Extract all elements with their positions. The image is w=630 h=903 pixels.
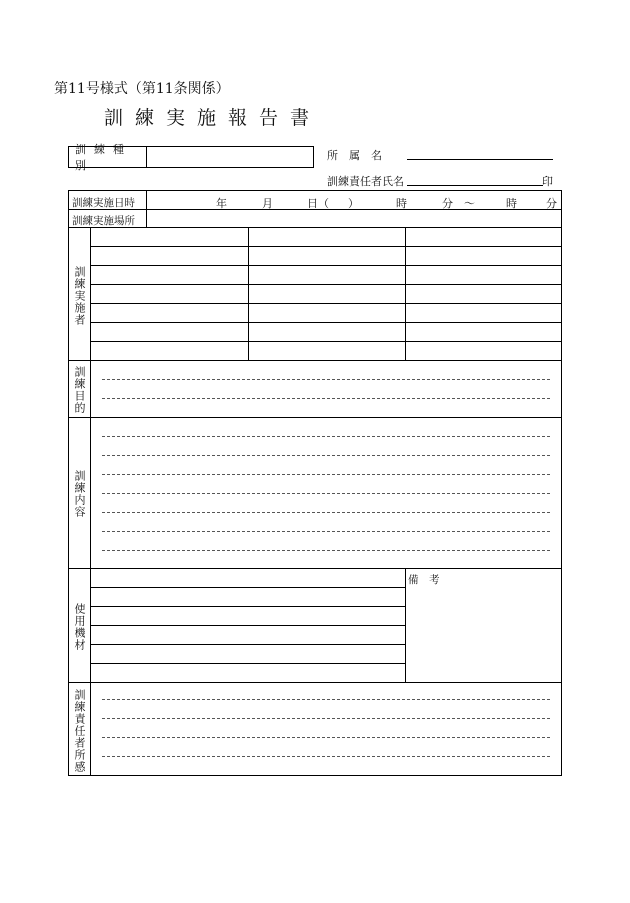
remarks-label: 備 考 bbox=[408, 574, 440, 586]
time-range-separator: 〜 bbox=[464, 197, 475, 210]
affiliation-field[interactable] bbox=[407, 159, 553, 160]
date-year-unit: 年 bbox=[216, 197, 227, 210]
date-day-unit: 日（ bbox=[307, 197, 329, 210]
affiliation-label: 所 属 名 bbox=[327, 149, 382, 162]
date-time-label: 訓練実施日時 bbox=[72, 197, 135, 209]
equipment-label: 使用機材 bbox=[73, 603, 86, 651]
seal-mark: 印 bbox=[542, 175, 553, 188]
report-table bbox=[68, 190, 562, 776]
training-kind-field[interactable] bbox=[148, 147, 313, 167]
opinion-label: 訓練責任者所感 bbox=[73, 689, 86, 773]
page-title: 訓練実施報告書 bbox=[104, 107, 322, 129]
place-label: 訓練実施場所 bbox=[72, 215, 135, 227]
training-kind-box bbox=[68, 143, 314, 172]
end-minute-unit: 分 bbox=[546, 197, 557, 210]
date-month-unit: 月 bbox=[262, 197, 273, 210]
end-hour-unit: 時 bbox=[506, 197, 517, 210]
participants-label: 訓練実施者 bbox=[73, 266, 86, 326]
date-weekday-close: ） bbox=[348, 197, 359, 210]
start-minute-unit: 分 bbox=[442, 197, 453, 210]
start-hour-unit: 時 bbox=[396, 197, 407, 210]
responsible-person-label: 訓練責任者氏名 bbox=[327, 175, 404, 188]
training-kind-label: 訓練種別 bbox=[69, 147, 147, 167]
responsible-person-field[interactable] bbox=[407, 185, 543, 186]
purpose-label: 訓練目的 bbox=[73, 366, 86, 414]
content-label: 訓練内容 bbox=[73, 470, 86, 518]
form-number: 第11号様式（第11条関係） bbox=[54, 81, 230, 97]
